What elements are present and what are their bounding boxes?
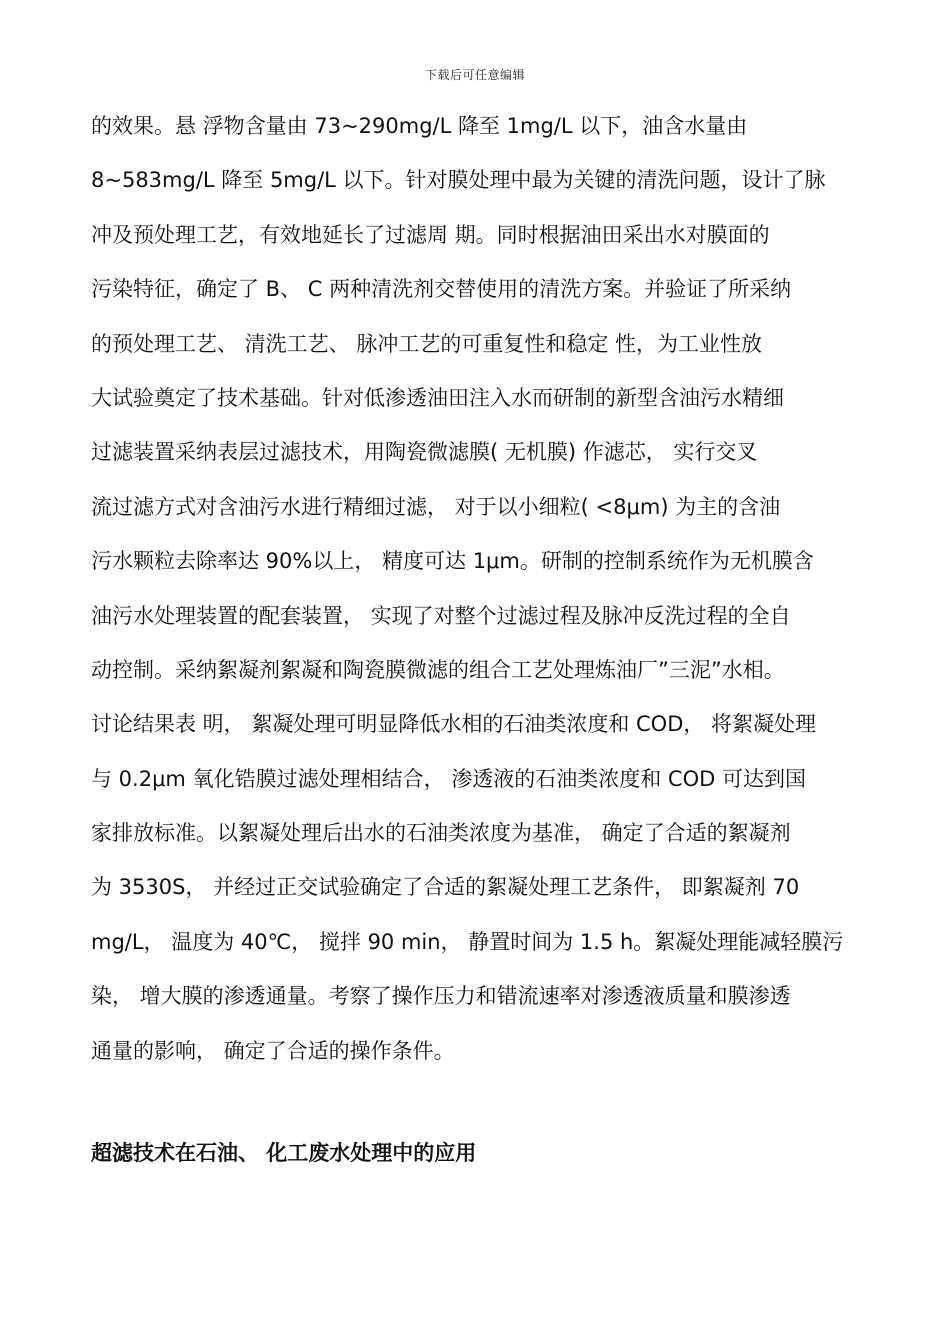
body-line: 流过滤方式对含油污水进行精细过滤， 对于以小细粒( <8μm) 为主的含油 — [91, 494, 781, 519]
body-line: 染， 增大膜的渗透通量。考察了操作压力和错流速率对渗透液质量和膜渗透 — [91, 984, 791, 1009]
body-line: 讨论结果表 明， 絮凝处理可明显降低水相的石油类浓度和 COD， 将絮凝处理 — [91, 712, 817, 737]
body-line: 大试验奠定了技术基础。针对低渗透油田注入水而研制的新型含油污水精细 — [91, 385, 784, 410]
body-paragraph — [91, 105, 881, 1084]
body-line: 通量的影响， 确定了合适的操作条件。 — [91, 1038, 455, 1063]
body-line: 污染特征，确定了 B、 C 两种清洗剂交替使用的清洗方案。并验证了所采纳 — [91, 277, 792, 302]
body-line: 过滤装置采纳表层过滤技术，用陶瓷微滤膜( 无机膜) 作滤芯， 实行交叉 — [91, 440, 758, 465]
section-heading: 超滤技术在石油、 化工废水处理中的应用 — [91, 1141, 477, 1165]
body-line: 油污水处理装置的配套装置， 实现了对整个过滤过程及脉冲反洗过程的全自 — [91, 603, 791, 628]
body-line: 家排放标准。以絮凝处理后出水的石油类浓度为基准， 确定了合适的絮凝剂 — [91, 821, 791, 846]
body-line: 8~583mg/L 降至 5mg/L 以下。针对膜处理中最为关键的清洗问题，设计了脉 — [91, 168, 826, 193]
page-header: 下载后可任意编辑 — [424, 68, 525, 82]
body-line: 污水颗粒去除率达 90%以上， 精度可达 1μm。研制的控制系统作为无机膜含 — [91, 549, 814, 574]
body-line: 的预处理工艺、 清洗工艺、 脉冲工艺的可重复性和稳定 性，为工业性放 — [91, 331, 763, 356]
body-line: 为 3530S， 并经过正交试验确定了合适的絮凝处理工艺条件， 即絮凝剂 70 — [91, 875, 800, 900]
body-line: mg/L， 温度为 40℃， 搅拌 90 min， 静置时间为 1.5 h。絮凝处理能减轻膜污 — [91, 929, 844, 954]
body-line: 冲及预处理工艺，有效地延长了过滤周 期。同时根据油田采出水对膜面的 — [91, 222, 770, 247]
body-line: 的效果。悬 浮物含量由 73~290mg/L 降至 1mg/L 以下，油含水量由 — [91, 114, 748, 138]
body-line: 动控制。采纳絮凝剂絮凝和陶瓷膜微滤的组合工艺处理炼油厂”三泥”水相。 — [91, 657, 785, 682]
body-line: 与 0.2μm 氧化锆膜过滤处理相结合， 渗透液的石油类浓度和 COD 可达到国 — [91, 766, 806, 791]
